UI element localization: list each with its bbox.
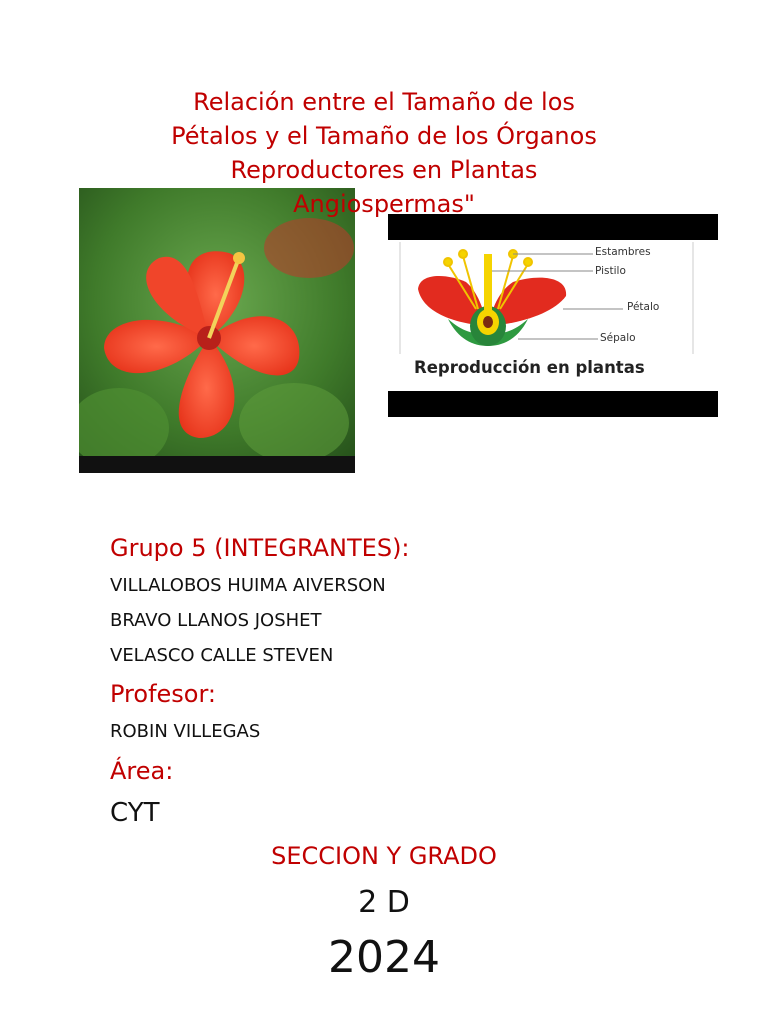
title-line: Angiospermas": [293, 190, 475, 218]
group-heading: Grupo 5 (INTEGRANTES):: [110, 534, 410, 562]
reproduction-diagram: [388, 214, 718, 417]
diagram-caption: Reproducción en plantas: [414, 358, 645, 377]
document-title: [100, 85, 668, 221]
group-member: BRAVO LLANOS JOSHET: [110, 610, 322, 631]
year-value: 2024: [328, 932, 440, 983]
hibiscus-photo: [79, 188, 355, 473]
label-estambres: Estambres: [595, 246, 651, 258]
teacher-heading: Profesor:: [110, 680, 217, 708]
teacher-name: ROBIN VILLEGAS: [110, 721, 261, 742]
label-petalo: Pétalo: [627, 301, 660, 313]
area-heading: Área:: [110, 757, 174, 785]
label-pistilo: Pistilo: [595, 265, 626, 277]
label-sepalo: Sépalo: [600, 332, 636, 344]
section-heading: SECCION Y GRADO: [271, 842, 497, 870]
title-line: Reproductores en Plantas: [230, 156, 538, 184]
group-member: VELASCO CALLE STEVEN: [110, 645, 334, 666]
flower-cross-section-icon: [388, 214, 718, 417]
title-line: Relación entre el Tamaño de los: [193, 88, 575, 116]
hibiscus-flower-image: [79, 188, 355, 473]
group-member: VILLALOBOS HUIMA AIVERSON: [110, 575, 386, 596]
area-value: CYT: [110, 798, 160, 828]
grade-value: 2 D: [358, 885, 410, 920]
diagram-bottom-bar: [388, 391, 718, 417]
title-line: Pétalos y el Tamaño de los Órganos: [171, 122, 597, 150]
